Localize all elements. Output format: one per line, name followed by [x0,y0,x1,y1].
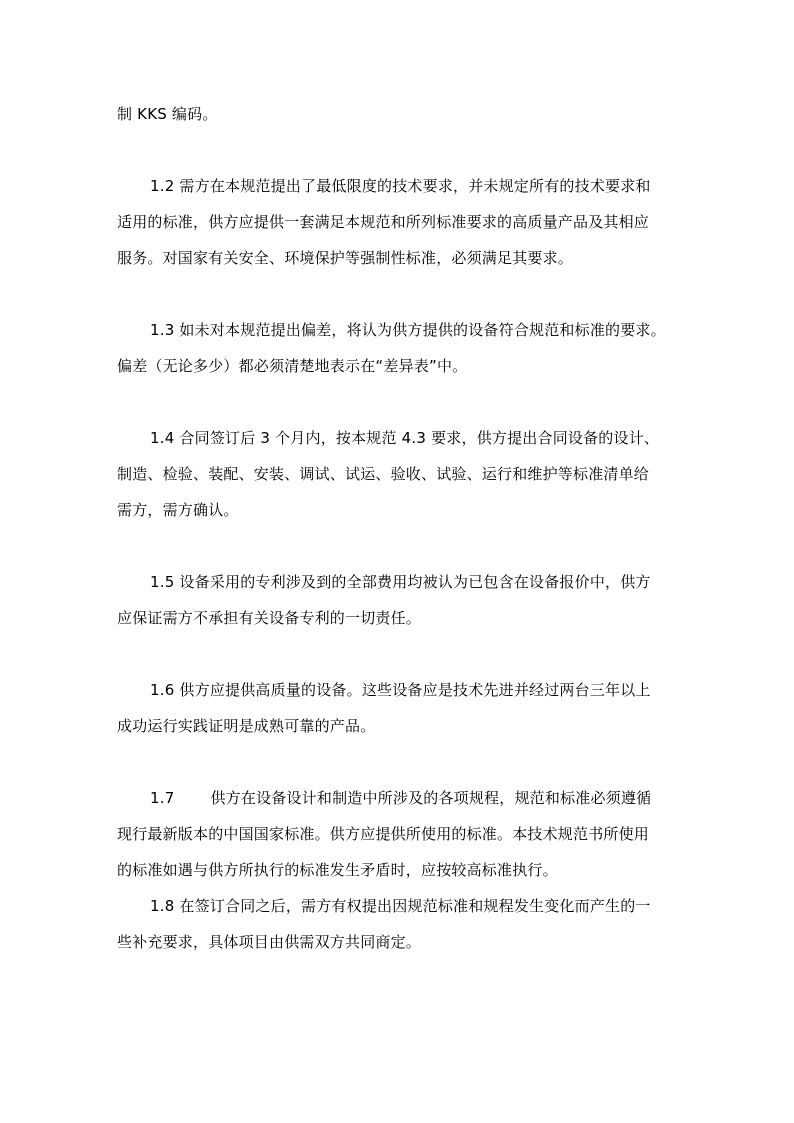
text-line: 需方，需方确认。 [117,501,239,519]
text-line: 的标准如遇与供方所执行的标准发生矛盾时，应按较高标准执行。 [117,861,558,879]
text-line: 服务。对国家有关安全、环境保护等强制性标准，必须满足其要求。 [117,249,574,267]
text-line: 成功运行实践证明是成熟可靠的产品。 [117,717,376,735]
paragraph-number: 1.7 [150,789,175,807]
text-line: 应保证需方不承担有关设备专利的一切责任。 [117,609,422,627]
paragraph-1-4-first-line: 1.4 合同签订后 3 个月内，按本规范 4.3 要求，供方提出合同设备的设计、 [150,429,660,447]
paragraph-1-5-first-line: 1.5 设备采用的专利涉及到的全部费用均被认为已包含在设备报价中，供方 [150,573,651,591]
paragraph-1-2-first-line: 1.2 需方在本规范提出了最低限度的技术要求，并未规定所有的技术要求和 [150,177,651,195]
text-line: 现行最新版本的中国国家标准。供方应提供所使用的标准。本技术规范书所使用 [117,825,650,843]
paragraph-1-7-first-line [150,788,651,808]
text-line: 偏差（无论多少）都必须清楚地表示在“差异表”中。 [117,357,468,375]
text-line: 制 KKS 编码。 [117,105,218,123]
paragraph-1-6-first-line: 1.6 供方应提供高质量的设备。这些设备应是技术先进并经过两台三年以上 [150,681,651,699]
paragraph-1-3-first-line: 1.3 如未对本规范提出偏差，将认为供方提供的设备符合规范和标准的要求。 [150,321,666,339]
paragraph-text: 供方在设备设计和制造中所涉及的各项规程，规范和标准必须遵循 [210,789,652,807]
text-line: 适用的标准，供方应提供一套满足本规范和所列标准要求的高质量产品及其相应 [117,213,650,231]
text-line: 些补充要求，具体项目由供需双方共同商定。 [117,933,422,951]
paragraph-1-8-first-line: 1.8 在签订合同之后，需方有权提出因规范标准和规程发生变化而产生的一 [150,897,651,915]
text-line: 制造、检验、装配、安装、调试、试运、验收、试验、运行和维护等标准清单给 [117,465,650,483]
